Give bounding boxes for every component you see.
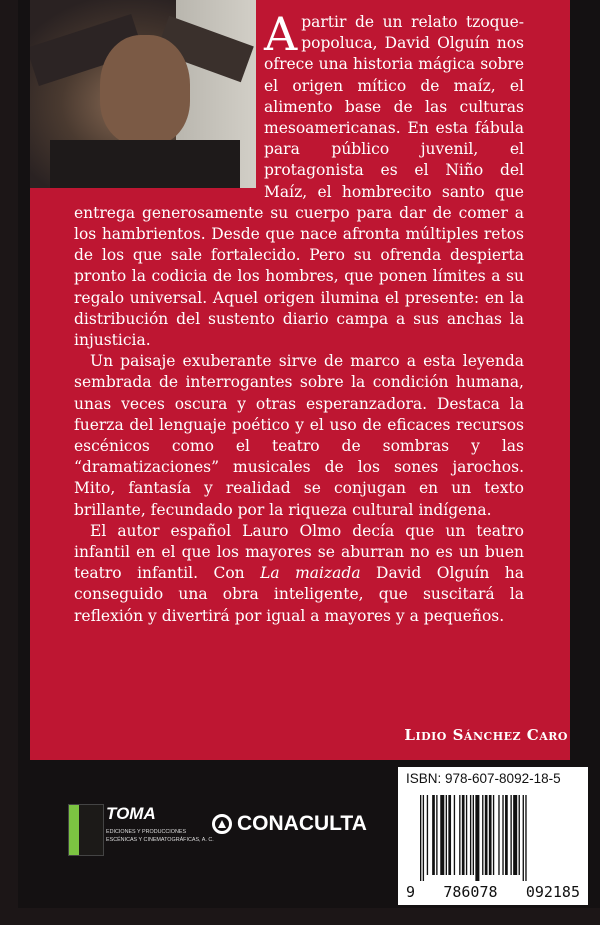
- isbn-label: ISBN: 978-607-8092-18-5: [406, 771, 561, 786]
- barcode-bar: [485, 795, 488, 875]
- synopsis-paragraph-2: Un paisaje exuberante sirve de marco a esta leyenda sembrada de interrogantes sobre la condición humana, unas veces oscura y otras esperanzadora. Destaca la fuerza del lenguaje poético y el uso de eficaces recursos escénicos como el teatro de sombras y las “dramatizaciones” musicales de los sones jarochos. Mito, fantasía y realidad se conjugan en un texto brillante, fecundado por la riqueza cultural indígena.: [74, 352, 524, 519]
- barcode-bar: [440, 795, 444, 875]
- conaculta-name: CONACULTA: [237, 812, 367, 835]
- paragraph-1-text: partir de un relato tzoque-popoluca, David Olguín nos ofrece una historia mágica sobre el origen mítico de maíz, el alimento base de las culturas mesoamericanas. En esta fábula para público juvenil, el protagonista es el Niño del Maíz, el hombrecito santo que entrega generosamente su cuerpo para dar de comer a los hambrientos. Desde que nace afronta múltiples retos de los que sale fortalecido. Pero su ofrenda despierta pronto la codicia de los hombres, que ponen límites a su regalo universal. Aquel origen ilumina el presente: en la distribución del sustento diario campa a sus anchas la injusticia.: [74, 13, 524, 350]
- book-title: La maizada: [260, 564, 361, 583]
- barcode-bar: [510, 795, 511, 875]
- toma-logo-icon: [68, 804, 104, 856]
- barcode-bar: [446, 795, 447, 875]
- barcode-digit-lead: 9: [406, 883, 416, 901]
- synopsis-paragraph-1: [74, 7, 524, 351]
- barcode-bar: [470, 795, 471, 875]
- barcode-digit-group-1: 786078: [443, 883, 498, 901]
- photo-wrap-space: [74, 12, 264, 188]
- barcode-bar: [466, 795, 467, 875]
- barcode-digit-group-2: 092185: [525, 883, 580, 901]
- barcode-bar: [493, 795, 494, 875]
- barcode-bar: [427, 795, 428, 875]
- barcode-bar: [523, 795, 524, 881]
- barcode-bar: [473, 795, 474, 875]
- paragraph-3-text-start: El autor español Lauro Olmo decía que un teatro infantil en el que los mayores se aburran no es un buen teatro infantil. Con: [74, 521, 524, 583]
- barcode-bar: [513, 795, 517, 875]
- barcode-bar: [462, 795, 465, 875]
- isbn-barcode-panel: [398, 767, 588, 905]
- barcode-bar: [489, 795, 492, 875]
- review-author: Lidio Sánchez Caro: [404, 726, 568, 744]
- paragraph-3-text-end: David Olguín ha conseguido una obra inteligente, que suscitará la reflexión y divertirá por igual a mayores y a pequeños.: [74, 564, 524, 625]
- barcode-bar: [420, 795, 421, 881]
- barcode-bar: [436, 795, 437, 875]
- barcode-bar: [519, 795, 520, 875]
- conaculta-mark-icon: [212, 814, 232, 834]
- barcode-bar: [502, 795, 503, 875]
- synopsis-text: [74, 7, 524, 627]
- toma-subtitle: EDICIONES Y PRODUCCIONES ESCÉNICAS Y CINEMATOGRÁFICAS, A. C.: [106, 829, 214, 843]
- synopsis-paragraph-3: [74, 521, 524, 627]
- barcode-digits: [398, 883, 588, 901]
- conaculta-logo: [212, 812, 367, 836]
- barcode-bar: [448, 795, 451, 875]
- barcode-bar: [525, 795, 526, 881]
- drop-cap: A: [264, 7, 298, 61]
- toma-logo: [68, 796, 214, 856]
- barcode-bar: [432, 795, 435, 875]
- barcode-bar: [505, 795, 508, 875]
- barcode-bar: [459, 795, 460, 875]
- barcode-bar: [423, 795, 424, 881]
- barcode-bar: [475, 795, 479, 881]
- barcode-bar: [482, 795, 483, 875]
- barcode-image: [418, 795, 578, 881]
- barcode-bar: [454, 795, 455, 875]
- toma-name: TOMA: [106, 804, 156, 823]
- barcode-bar: [498, 795, 499, 875]
